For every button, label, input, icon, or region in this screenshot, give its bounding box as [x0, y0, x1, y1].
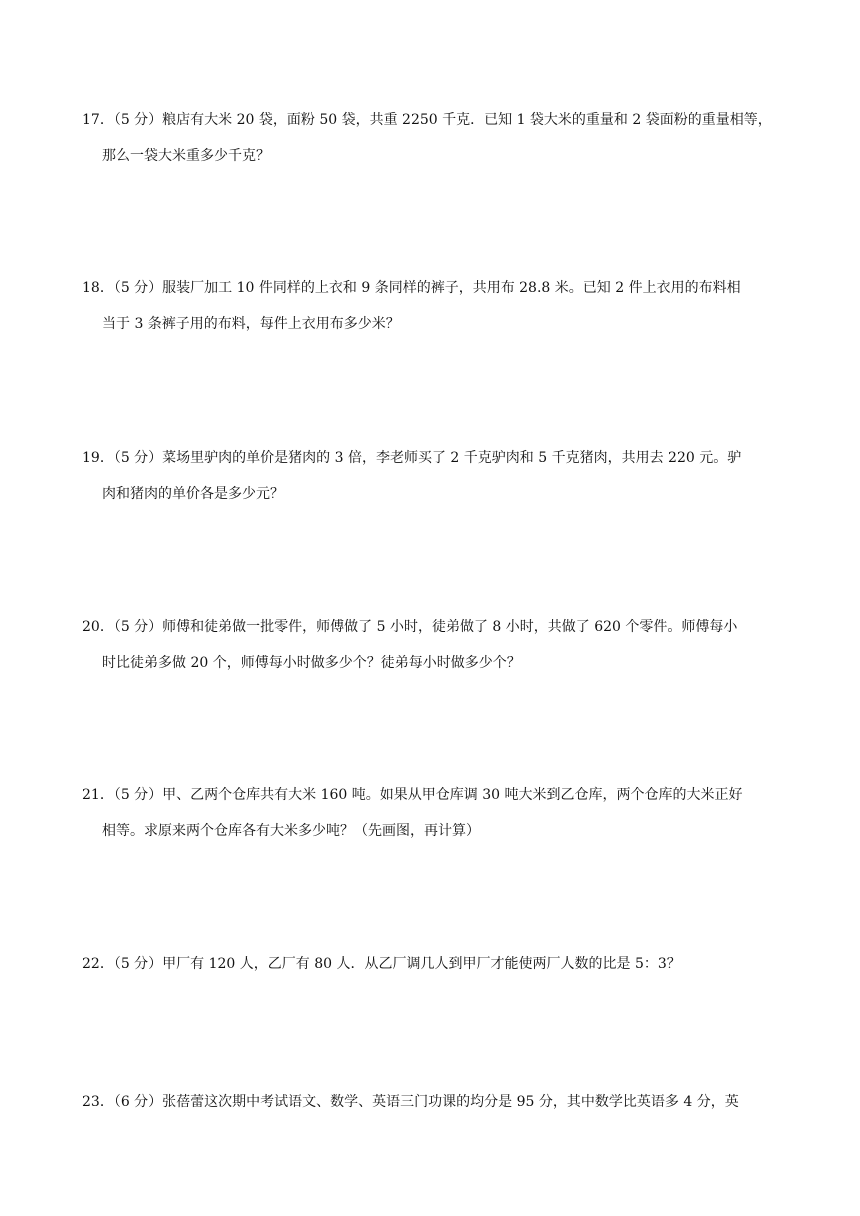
question-18-line-2: 当于 3 条裤子用的布料，每件上衣用布多少米？ [102, 316, 400, 332]
question-23-line-1: 23．（6 分）张蓓蕾这次期中考试语文、数学、英语三门功课的均分是 95 分，其中数学比英语多 4 分，英 [82, 1094, 739, 1110]
question-18 [82, 270, 782, 342]
question-19 [82, 440, 782, 512]
question-22-line-1: 22．（5 分）甲厂有 120 人，乙厂有 80 人．从乙厂调几人到甲厂才能使两厂人数的比是 5：3？ [82, 956, 681, 972]
question-20-line-2: 时比徒弟多做 20 个，师傅每小时做多少个？徒弟每小时做多少个？ [102, 655, 521, 671]
question-17-line-1: 17．（5 分）粮店有大米 20 袋，面粉 50 袋，共重 2250 千克．已知 1 袋大米的重量和 2 袋面粉的重量相等， [82, 112, 772, 128]
question-21-line-1: 21．（5 分）甲、乙两个仓库共有大米 160 吨。如果从甲仓库调 30 吨大米到乙仓库，两个仓库的大米正好 [82, 787, 743, 803]
question-22 [82, 946, 782, 982]
question-17 [82, 102, 782, 174]
question-19-line-2: 肉和猪肉的单价各是多少元？ [102, 486, 284, 502]
question-19-line-1: 19．（5 分）菜场里驴肉的单价是猪肉的 3 倍，李老师买了 2 千克驴肉和 5 千克猪肉，共用去 220 元。驴 [82, 450, 742, 466]
question-23 [82, 1084, 782, 1120]
question-18-line-1: 18．（5 分）服装厂加工 10 件同样的上衣和 9 条同样的裤子，共用布 28.8 米。已知 2 件上衣用的布料相 [82, 280, 741, 296]
question-20-line-1: 20．（5 分）师傅和徒弟做一批零件，师傅做了 5 小时，徒弟做了 8 小时，共做了 620 个零件。师傅每小 [82, 619, 738, 635]
question-21-line-2: 相等。求原来两个仓库各有大米多少吨？（先画图，再计算） [102, 823, 480, 839]
question-17-line-2: 那么一袋大米重多少千克？ [102, 148, 270, 164]
question-20 [82, 609, 782, 681]
question-21 [82, 777, 782, 849]
